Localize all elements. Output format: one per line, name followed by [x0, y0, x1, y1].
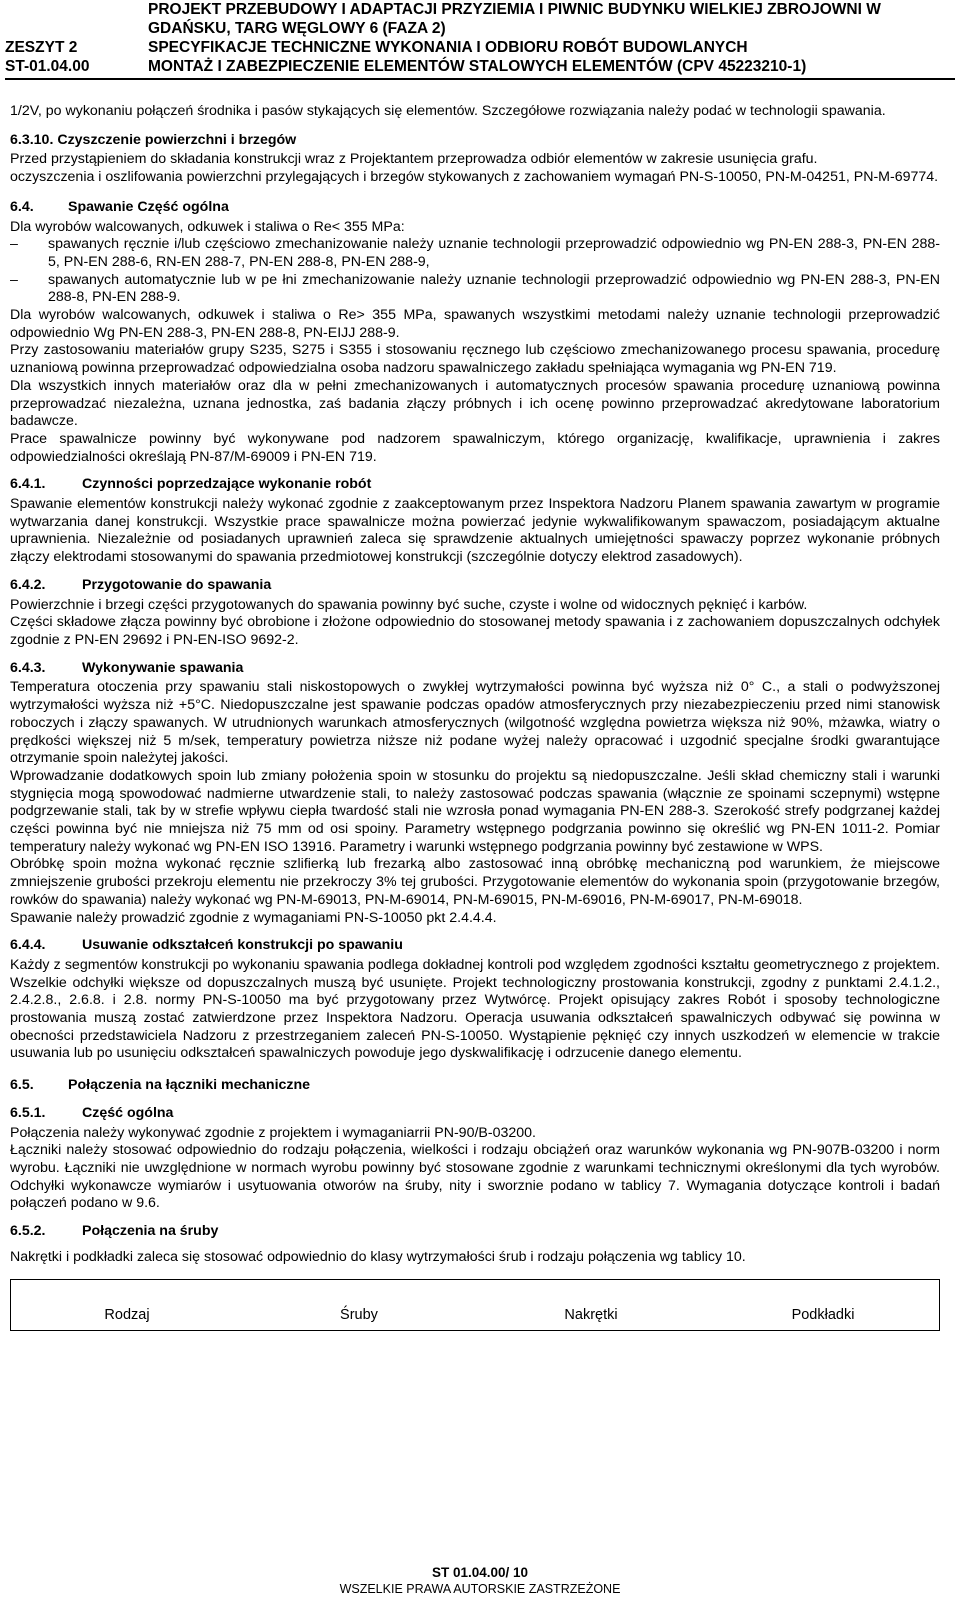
heading-6-4: 6.4. Spawanie Część ogólna [10, 198, 229, 215]
page-number: ST 01.04.00/ 10 [431, 1565, 529, 1580]
table-header-cell: Nakrętki [564, 1306, 618, 1323]
page-footer [0, 1565, 960, 1597]
paragraph-6-5-1-a: Połączenia należy wykonywać zgodnie z projektem i wymaganiarrii PN-90/B-03200. [10, 1124, 536, 1141]
table-header-cell: Rodzaj [104, 1306, 150, 1323]
header-code: ST-01.04.00 [5, 58, 90, 75]
header-spec-title: SPECYFIKACJE TECHNICZNE WYKONANIA I ODBIORU ROBÓT BUDOWLANYCH [148, 39, 748, 56]
header-project-location: GDAŃSKU, TARG WĘGLOWY 6 (FAZA 2) [148, 20, 446, 37]
paragraph-6-4-b: Dla wyrobów walcowanych, odkuwek i staliwa o Re> 355 MPa, spawanych wszystkimi metodami należy uznanie technologii przeprowadzić odpowiednio Wg PN-EN 288-3, PN-EN 288-8, PN-EIJJ 288-9. [10, 307, 940, 341]
paragraph-6-5-1-b: Łączniki należy stosować odpowiednio do rodzaju połączenia, wielkości i rodzaju obciążeń oraz warunków wykonania wg PN-907B-03200 i norm wyrobu. Łączniki nie uwzględnione w normach wyrobu powinny być stosowane zgodnie z warunkami technicznymi określonymi dla tych wyrobów. Odchyłki wykonawcze wymiarów i usytuowania otworów na śruby, nity i sworznie podano w tablicy 7. Wymagania dotyczące kontroli i badań połączeń podano w 9.6. [10, 1142, 940, 1212]
heading-6-5: 6.5. Połączenia na łączniki mechaniczne [10, 1077, 311, 1094]
paragraph-6-4-lead: Dla wyrobów walcowanych, odkuwek i staliwa o Re< 355 MPa: [10, 218, 405, 235]
header-row-2 [5, 19, 955, 38]
paragraph-6-4-3-b: Wprowadzanie dodatkowych spoin lub zmiany położenia spoin w stosunku do projektu są niedopuszczalne. Jeśli skład chemiczny stali i warunki stygnięcia mogą spowodować nadmierne utwardzenie stali, to należy zastosować podczas spawania (włącznie ze spoinami sczepnymi) wstępne podgrzewanie stali, tak by w strefie wpływu ciepła twardość stali nie wzrosła ponad wymagania PN-EN 288-3. Szerokość strefy podgrzanej każdej części powinna być nie mniejsza niż 75 mm od osi spoiny. Parametry wstępnego podgrzania powinno się określić wg PN-EN 1011-2. Pomiar temperatury należy wykonać wg PN-EN ISO 13916. Parametry i warunki wstępnego podgrzania powinny być zestawione w WPS. [10, 767, 940, 855]
list-item: – spawanych automatycznie lub w pe łni zmechanizowanie należy uznanie technologii przeprowadzić odpowiednio wg PN-EN 288-3, PN-EN 288-8, PN-EN 288-9. [10, 272, 940, 307]
document-body [10, 103, 940, 1331]
table-header-cell: Śruby [340, 1306, 378, 1323]
paragraph-6-4-3-c: Obróbkę spoin można wykonać ręcznie szlifierką lub frezarką albo zastosować inną obróbkę mechaniczną pod warunkiem, że miejscowe zmniejszenie grubości przekroju elementu nie przekroczy 3% tej grubości. Przygotowanie elementów do wykonania spoin (przygotowanie brzegów, rowków do spawania) należy wykonać wg PN-M-69013, PN-M-69014, PN-M-69015, PN-M-69016, PN-M-69017, PN-M-69018. [10, 856, 940, 908]
heading-6-5-1: 6.5.1. Część ogólna [10, 1104, 174, 1121]
header-row-3 [5, 38, 955, 57]
paragraph-intro: 1/2V, po wykonaniu połączeń środnika i pasów stykających się elementów. Szczegółowe rozwiązania należy podać w technologii spawania. [10, 103, 886, 119]
heading-6-4-2: 6.4.2. Przygotowanie do spawania [10, 576, 272, 593]
paragraph-6-4-3-d: Spawanie należy prowadzić zgodnie z wymaganiami PN-S-10050 pkt 2.4.4.4. [10, 909, 497, 926]
table-header-cell: Podkładki [791, 1306, 855, 1323]
heading-6-4-3: 6.4.3. Wykonywanie spawania [10, 659, 244, 676]
heading-6-3-10: 6.3.10. Czyszczenie powierzchni i brzegów [10, 131, 297, 148]
paragraph-6-4-2-b: Części składowe złącza powinny być obrobione i złożone odpowiednio do stosowanej metody spawania i z zachowaniem dopuszczalnych odchyłek zgodnie z PN-EN 29692 i PN-EN-ISO 9692-2. [10, 614, 940, 648]
header-zeszyt: ZESZYT 2 [5, 39, 78, 56]
paragraph-6-5-2: Nakrętki i podkładki zaleca się stosować odpowiednio do klasy wytrzymałości śrub i rodzaju połączenia wg tablicy 10. [10, 1248, 746, 1265]
header-row-1 [5, 0, 955, 19]
header-divider [5, 78, 955, 80]
paragraph-6-4-c: Przy zastosowaniu materiałów grupy S235, S275 i S355 i stosowaniu ręcznego lub częściowo zmechanizowanego procesu spawania, procedurę uznaniową powinna przeprowadzać odpowiedzialna osoba nadzoru spawalniczego zakładu spełniająca wymagania wg PN-EN 719. [10, 342, 940, 377]
paragraph-6-4-4: Każdy z segmentów konstrukcji po wykonaniu spawania podlega dokładnej kontroli pod względem zgodności kształtu geometrycznego z projektem. Wszelkie odchyłki większe od dopuszczalnych muszą być usunięte. Projekt technologiczny prostowania konstrukcji, zgodny z punktami 2.4.1.2., 2.4.2.8., 2.6.8. i 2.8. normy PN-S-10050 ma być przygotowany przez Wytwórcę. Projekt opisujący zakres Robót i sposoby technologiczne prostowania muszą zostać zatwierdzone przez Inspektora Nadzoru. Operacja usuwania odkształceń spawalniczych odbywać się powinna w obecności przedstawiciela Nadzoru z przestrzeganiem zaleceń PN-S-10050. Wystąpienie pęknięć czy innych uszkodzeń w elemencie w trakcie usuwania lub po usunięciu odkształceń spawalniczych powoduje jego dyskwalifikację i odrzucenie danego elementu. [10, 956, 940, 1062]
header-section-title: MONTAŻ I ZABEZPIECZENIE ELEMENTÓW STALOWYCH ELEMENTÓW (CPV 45223210-1) [148, 58, 807, 75]
paragraph-6-3-10-b: oczyszczenia i oszlifowania powierzchni przylegających i brzegów stykowanych z zachowaniem wymagań PN-S-10050, PN-M-04251, PN-M-69774. [10, 169, 939, 186]
copyright-notice: WSZELKIE PRAWA AUTORSKIE ZASTRZEŻONE [339, 1582, 621, 1596]
heading-6-5-2: 6.5.2. Połączenia na śruby [10, 1223, 219, 1240]
paragraph-6-4-2-a: Powierzchnie i brzegi części przygotowanych do spawania powinny być suche, czyste i wolne od widocznych pęknięć i karbów. [10, 596, 808, 613]
header-project-title: PROJEKT PRZEBUDOWY I ADAPTACJI PRZYZIEMIA I PIWNIC BUDYNKU WIELKIEJ ZBROJOWNI W [148, 1, 881, 18]
paragraph-6-3-10-a: Przed przystąpieniem do składania konstrukcji wraz z Projektantem przeprowadza odbiór elementów w zakresie usunięcia grafu. [10, 151, 818, 168]
list-item: – spawanych ręcznie i/lub częściowo zmechanizowanie należy uznanie technologii przeprowadzić odpowiednio wg PN-EN 288-3, PN-EN 288-5, PN-EN 288-6, RN-EN 288-7, PN-EN 288-8, PN-EN 288-9, [10, 236, 940, 271]
paragraph-6-4-3-a: Temperatura otoczenia przy spawaniu stali niskostopowych o zwykłej wytrzymałości powinna być wyższa niż 0° C., a stali o podwyższonej wytrzymałości wyższa niż +5°C. Niedopuszczalne jest spawanie podczas opadów atmosferycznych przy niezabezpieczeniu przed nimi stanowisk roboczych i złączy spawanych. W utrudnionych warunkach atmosferycznych (wilgotność względna powietrza większa niż 90%, mżawka, wiatry o prędkości większej niż 5 m/sek, temperatury powietrza niższe niż podane wyżej należy opracować i uzgodnić specjalne środki gwarantujące otrzymanie spoin należytej jakości. [10, 679, 940, 767]
header-row-4 [5, 57, 955, 76]
paragraph-6-4-d: Dla wszystkich innych materiałów oraz dla w pełni zmechanizowanych i automatycznych procesów spawania procedurę uznaniową powinna przeprowadzać niezależna, uznana jednostka, zaś badania złączy próbnych i ich ocenę powinno przeprowadzać akredytowane laboratorium badawcze. [10, 377, 940, 430]
paragraph-6-4-1: Spawanie elementów konstrukcji należy wykonać zgodnie z zaakceptowanym przez Inspektora Nadzoru Planem spawania zawartym w programie wytwarzania danej konstrukcji. Wszystkie prace spawalnicze można powierzać jedynie wykwalifikowanym spawaczom, posiadającym aktualne uprawnienia. Niezależnie od posiadanych uprawnień zaleca się sprawdzenie aktualnych umiejętności spawaczy poprzez wykonanie próbnych złączy elektrodami stosowanymi do spawania przedmiotowej konstrukcji (szczególnie dotyczy elektrod zasadowych). [10, 496, 940, 566]
welding-method-list [10, 236, 940, 307]
heading-6-4-4: 6.4.4. Usuwanie odkształceń konstrukcji po spawaniu [10, 937, 403, 954]
bolts-table [10, 1279, 940, 1331]
page-header [5, 0, 955, 76]
paragraph-6-4-e: Prace spawalnicze powinny być wykonywane pod nadzorem spawalniczym, którego organizację, kwalifikacje, uprawnienia i zakres odpowiedzialności określają PN-87/M-69009 i PN-EN 719. [10, 430, 940, 465]
heading-6-4-1: 6.4.1. Czynności poprzedzające wykonanie robót [10, 476, 372, 493]
